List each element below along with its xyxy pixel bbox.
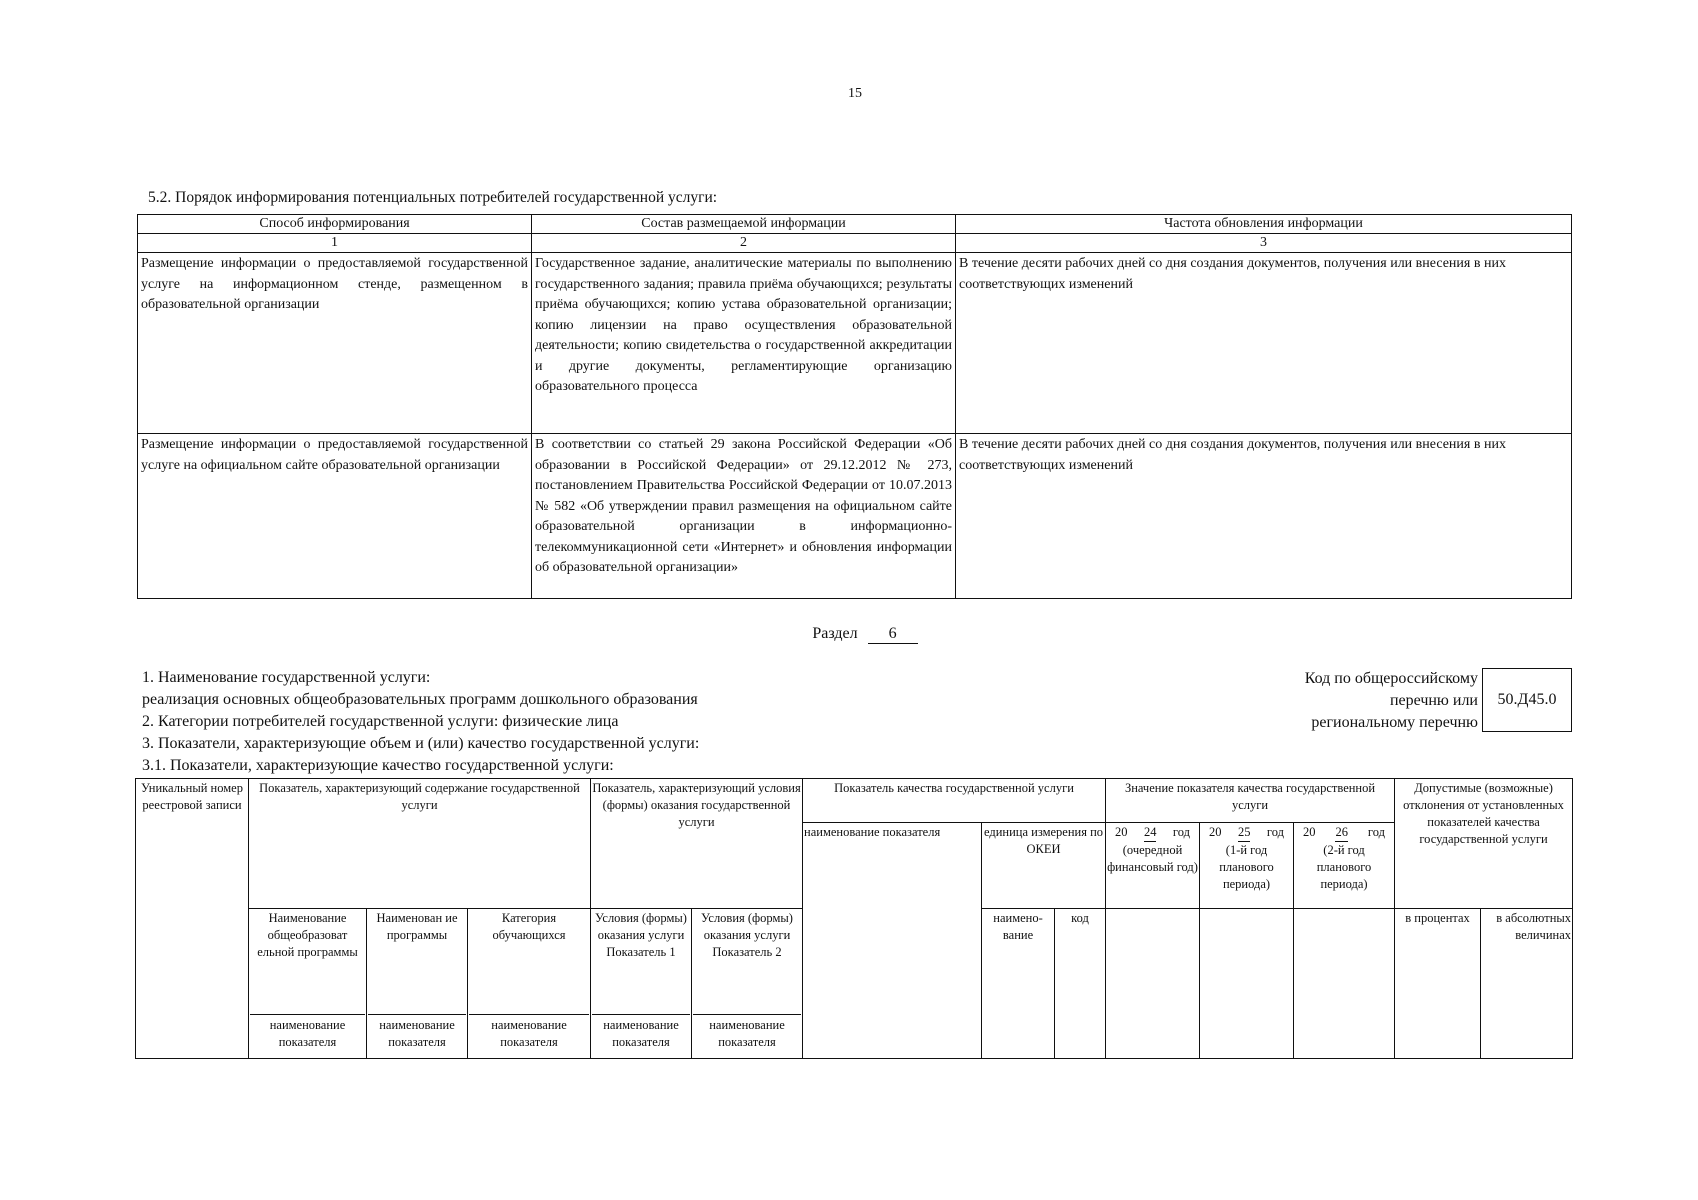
header-quality-values: Значение показателя качества государственной услуги (1106, 779, 1395, 823)
service-name-value: реализация основных общеобразовательных программ дошкольного образования (142, 691, 698, 708)
year-suffix: год (1172, 825, 1190, 839)
content-cell: В соответствии со статьей 29 закона Российской Федерации «Об образовании в Российской Федерации» от 29.12.2012 № 273, постановлением Правительства Российской Федерации от 10.07.2013 № 582 «Об утверждении правил размещения на официальном сайте образовательной организации в информационно-телекоммуникационной сети «Интернет» и обновления информации об образовательной организации» (532, 434, 956, 599)
year-note: (2-й год планового периода) (1316, 843, 1372, 891)
header-content-indicator: Показатель, характеризующий содержание государственной услуги (249, 779, 591, 909)
value-year-1 (1106, 909, 1200, 1059)
year-number: 25 (1238, 824, 1251, 842)
frequency-cell: В течение десяти рабочих дней со дня создания документов, получения или внесения в них соответствующих изменений (956, 434, 1572, 599)
quality-indicators-table (135, 778, 1573, 1059)
sub-indicator-label: наименование показателя (592, 1014, 690, 1051)
table-row (138, 253, 1572, 434)
sub-condition-2 (692, 909, 803, 1059)
value-year-2 (1200, 909, 1294, 1059)
col-number: 2 (532, 234, 956, 253)
year-prefix: 20 (1115, 825, 1128, 839)
consumer-categories: 2. Категории потребителей государственной услуги: физические лица (142, 713, 619, 730)
year-number: 26 (1335, 824, 1348, 842)
registry-code-label (1180, 668, 1478, 734)
sub-indicator-label: наименование показателя (469, 1014, 589, 1051)
page-number: 15 (848, 86, 862, 101)
section-title (0, 625, 1698, 644)
header-content: Состав размещаемой информации (532, 215, 956, 234)
section-number: 6 (868, 625, 918, 644)
sub-header-text: Категория обучающихся (492, 911, 566, 942)
header-quality-indicator: Показатель качества государственной услуги (803, 779, 1106, 823)
service-name-label: 1. Наименование государственной услуги: (142, 669, 431, 686)
year-note: (очередной финансовый год) (1107, 843, 1198, 874)
year-note: (1-й год планового периода) (1219, 843, 1274, 891)
code-label-line: региональному перечню (1311, 714, 1478, 731)
value-year-3 (1294, 909, 1395, 1059)
sub-indicator-label: наименование показателя (693, 1014, 801, 1051)
sub-unit-code: код (1055, 909, 1106, 1059)
sub-indicator-label: наименование показателя (250, 1014, 365, 1051)
header-indicator-name: наименование показателя (803, 823, 982, 1059)
header-year-1 (1106, 823, 1200, 909)
header-deviation: Допустимые (возможные) отклонения от установленных показателей качества государственной услуги (1395, 779, 1573, 909)
sub-unit-name: наимено-вание (982, 909, 1055, 1059)
code-label-line: Код по общероссийскому (1304, 670, 1478, 687)
sub-indicator-label: наименование показателя (368, 1014, 466, 1051)
registry-code-box: 50.Д45.0 (1482, 668, 1572, 732)
table-row (138, 434, 1572, 599)
informing-table (137, 214, 1572, 599)
sub-header-text: Наименование общеобразоват ельной программы (257, 911, 358, 959)
sub-student-category (468, 909, 591, 1059)
header-year-2 (1200, 823, 1294, 909)
sub-header-text: Наименован ие программы (376, 911, 458, 942)
header-method: Способ информирования (138, 215, 532, 234)
header-frequency: Частота обновления информации (956, 215, 1572, 234)
method-cell: Размещение информации о предоставляемой государственной услуге на официальном сайте образовательной организации (138, 434, 532, 599)
frequency-cell: В течение десяти рабочих дней со дня создания документов, получения или внесения в них соответствующих изменений (956, 253, 1572, 434)
header-conditions-indicator: Показатель, характеризующий условия (формы) оказания государственной услуги (591, 779, 803, 909)
sub-deviation-percent: в процентах (1395, 909, 1481, 1059)
sub-program-type (249, 909, 367, 1059)
sub-header-text: Условия (формы) оказания услуги Показатель 1 (595, 911, 687, 959)
sub-program-name (367, 909, 468, 1059)
code-label-line: перечню или (1389, 692, 1478, 709)
quality-indicators-heading: 3.1. Показатели, характеризующие качество государственной услуги: (142, 757, 614, 774)
year-suffix: год (1266, 825, 1284, 839)
year-suffix: год (1367, 825, 1385, 839)
col-number: 3 (956, 234, 1572, 253)
year-prefix: 20 (1209, 825, 1222, 839)
indicators-heading: 3. Показатели, характеризующие объем и (или) качество государственной услуги: (142, 735, 700, 752)
content-cell: Государственное задание, аналитические материалы по выполнению государственного задания; правила приёма обучающихся; результаты приёма обучающихся; копию устава образовательной организации; копию лицензии на право осуществления образовательной деятельности; копию свидетельства о государственной аккредитации и другие документы, регламентирующие организацию образовательного процесса (532, 253, 956, 434)
sub-condition-1 (591, 909, 692, 1059)
header-unit-okei: единица измерения по ОКЕИ (982, 823, 1106, 909)
year-number: 24 (1144, 824, 1157, 842)
sub-header-text: Условия (формы) оказания услуги Показатель 2 (701, 911, 793, 959)
year-prefix: 20 (1303, 825, 1316, 839)
method-cell: Размещение информации о предоставляемой государственной услуге на информационном стенде, размещенном в образовательной организации (138, 253, 532, 434)
header-year-3 (1294, 823, 1395, 909)
sub-deviation-absolute: в абсолютных величинах (1481, 909, 1573, 1059)
section-label: Раздел (812, 625, 858, 642)
header-unique-number: Уникальный номер реестровой записи (136, 779, 249, 1059)
section-5-2-heading: 5.2. Порядок информирования потенциальных потребителей государственной услуги: (148, 189, 718, 206)
col-number: 1 (138, 234, 532, 253)
